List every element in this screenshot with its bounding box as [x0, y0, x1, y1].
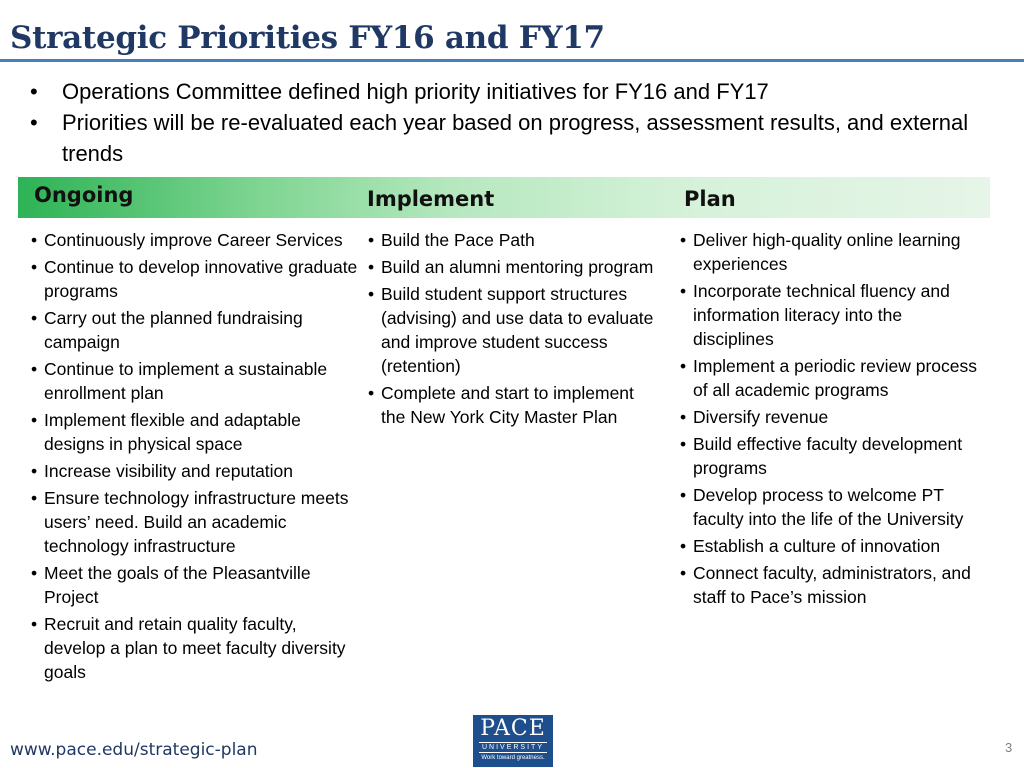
plan-list-item — [678, 228, 978, 276]
plan-list-item — [678, 534, 978, 558]
ongoing-list-item — [29, 357, 359, 405]
bullet-marker: • — [680, 485, 687, 505]
ongoing-list-item — [29, 408, 359, 456]
implement-list-item — [366, 228, 656, 252]
list-item-text: Ensure technology infrastructure meets users’ need. Build an academic technology infrastructure — [44, 488, 349, 556]
plan-list-item — [678, 483, 978, 531]
intro-bullet-item — [28, 76, 998, 107]
bullet-marker: • — [31, 410, 38, 430]
intro-bullet-text: Priorities will be re-evaluated each year based on progress, assessment results, and external trends — [62, 110, 969, 166]
bullet-marker: • — [680, 563, 687, 583]
list-item-text: Build the Pace Path — [381, 230, 535, 250]
ongoing-column — [29, 228, 359, 687]
list-item-text: Diversify revenue — [693, 407, 829, 427]
footer-url: www.pace.edu/strategic-plan — [10, 740, 258, 760]
ongoing-list-item — [29, 306, 359, 354]
ongoing-list-item — [29, 612, 359, 684]
bullet-marker: • — [30, 79, 38, 104]
bullet-marker: • — [680, 281, 687, 301]
ongoing-list-item — [29, 561, 359, 609]
bullet-marker: • — [31, 230, 38, 250]
plan-list-item — [678, 561, 978, 609]
intro-bullet-item — [28, 107, 998, 169]
slide-title: Strategic Priorities FY16 and FY17 — [10, 20, 605, 56]
bullet-marker: • — [31, 359, 38, 379]
intro-bullet-text: Operations Committee defined high priority initiatives for FY16 and FY17 — [62, 79, 769, 104]
bullet-marker: • — [368, 383, 375, 403]
list-item-text: Connect faculty, administrators, and staff to Pace’s mission — [693, 563, 971, 607]
bullet-marker: • — [680, 434, 687, 454]
bullet-marker: • — [31, 257, 38, 277]
implement-list-item — [366, 381, 656, 429]
title-divider — [0, 59, 1024, 62]
bullet-marker: • — [30, 110, 38, 135]
bullet-marker: • — [31, 563, 38, 583]
ongoing-list-item — [29, 459, 359, 483]
bullet-marker: • — [31, 614, 38, 634]
bullet-marker: • — [368, 284, 375, 304]
list-item-text: Continue to implement a sustainable enrollment plan — [44, 359, 328, 403]
logo-wordmark: PACE — [480, 716, 546, 741]
plan-list-item — [678, 432, 978, 480]
bullet-marker: • — [31, 308, 38, 328]
ongoing-list-item — [29, 228, 359, 252]
ongoing-heading: Ongoing — [34, 183, 134, 207]
list-item-text: Establish a culture of innovation — [693, 536, 941, 556]
list-item-text: Continuously improve Career Services — [44, 230, 343, 250]
bullet-marker: • — [31, 488, 38, 508]
ongoing-list-item — [29, 486, 359, 558]
list-item-text: Recruit and retain quality faculty, develop a plan to meet faculty diversity goals — [44, 614, 346, 682]
ongoing-list-item — [29, 255, 359, 303]
bullet-marker: • — [680, 230, 687, 250]
implement-column — [366, 228, 656, 432]
implement-list-item — [366, 255, 656, 279]
plan-heading: Plan — [684, 187, 736, 211]
list-item-text: Build an alumni mentoring program — [381, 257, 654, 277]
list-item-text: Carry out the planned fundraising campaign — [44, 308, 303, 352]
implement-heading: Implement — [367, 187, 495, 211]
plan-list-item — [678, 279, 978, 351]
plan-list-item — [678, 405, 978, 429]
bullet-marker: • — [368, 257, 375, 277]
pace-university-logo — [473, 715, 553, 767]
list-item-text: Implement flexible and adaptable designs in physical space — [44, 410, 301, 454]
bullet-marker: • — [31, 461, 38, 481]
list-item-text: Build effective faculty development programs — [693, 434, 963, 478]
list-item-text: Continue to develop innovative graduate programs — [44, 257, 358, 301]
list-item-text: Increase visibility and reputation — [44, 461, 294, 481]
bullet-marker: • — [680, 536, 687, 556]
logo-tagline: Work toward greatness. — [481, 755, 545, 761]
list-item-text: Incorporate technical fluency and information literacy into the disciplines — [693, 281, 950, 349]
bullet-marker: • — [680, 407, 687, 427]
bullet-marker: • — [680, 356, 687, 376]
intro-bullets — [28, 76, 998, 169]
list-item-text: Develop process to welcome PT faculty into the life of the University — [693, 485, 964, 529]
page-number: 3 — [1005, 740, 1013, 755]
plan-list-item — [678, 354, 978, 402]
list-item-text: Meet the goals of the Pleasantville Project — [44, 563, 311, 607]
plan-column — [678, 228, 978, 612]
implement-list-item — [366, 282, 656, 378]
list-item-text: Deliver high-quality online learning experiences — [693, 230, 961, 274]
logo-subtitle: UNIVERSITY — [479, 742, 547, 753]
list-item-text: Complete and start to implement the New York City Master Plan — [381, 383, 634, 427]
column-header-band — [18, 177, 990, 218]
list-item-text: Implement a periodic review process of all academic programs — [693, 356, 978, 400]
list-item-text: Build student support structures (advising) and use data to evaluate and improve student success (retention) — [381, 284, 654, 376]
bullet-marker: • — [368, 230, 375, 250]
